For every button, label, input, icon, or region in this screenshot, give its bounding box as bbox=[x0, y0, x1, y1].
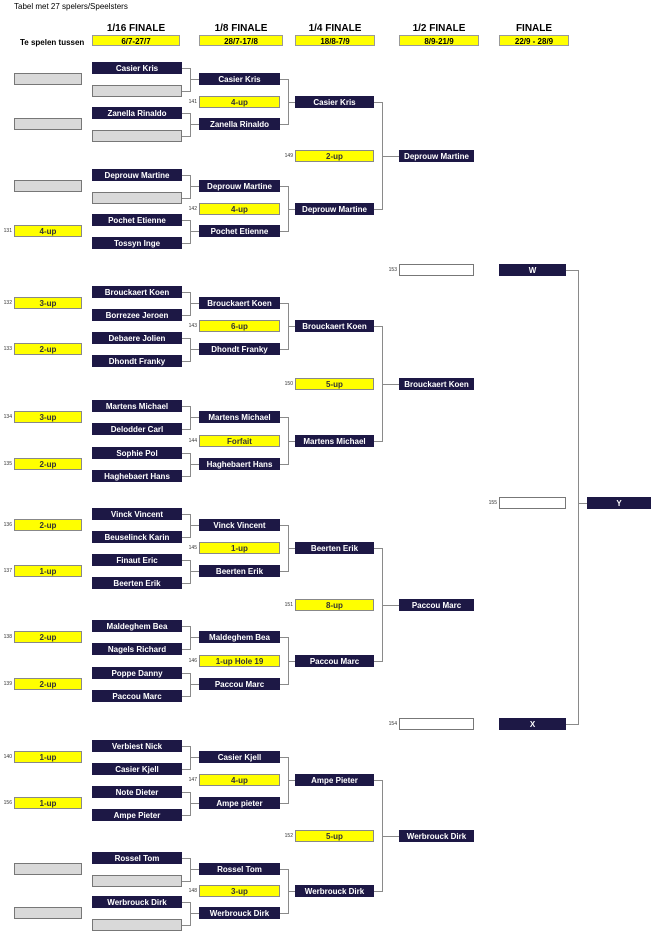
bracket-connector bbox=[190, 902, 191, 926]
empty-slot[interactable] bbox=[92, 130, 182, 142]
bracket-connector bbox=[566, 270, 578, 271]
empty-slot[interactable] bbox=[14, 118, 82, 130]
bracket-connector bbox=[288, 326, 295, 327]
player-slot[interactable]: Sophie Pol bbox=[92, 447, 182, 459]
bracket-connector bbox=[182, 476, 190, 477]
bracket-connector bbox=[190, 231, 199, 232]
score-box[interactable]: 2-up bbox=[14, 519, 82, 531]
player-slot[interactable]: Nagels Richard bbox=[92, 643, 182, 655]
bracket-connector bbox=[566, 724, 578, 725]
bracket-connector bbox=[280, 757, 288, 758]
bracket-connector bbox=[288, 441, 295, 442]
player-slot[interactable]: Deprouw Martine bbox=[399, 150, 474, 162]
bracket-connector bbox=[182, 220, 190, 221]
match-number: 133 bbox=[3, 346, 12, 352]
match-number: 131 bbox=[3, 228, 12, 234]
bracket-connector bbox=[578, 503, 587, 504]
bracket-connector bbox=[280, 79, 288, 80]
player-slot[interactable]: Casier Kris bbox=[199, 73, 280, 85]
round-dates: 28/7-17/8 bbox=[199, 35, 283, 46]
round-dates: 8/9-21/9 bbox=[399, 35, 479, 46]
bracket-connector bbox=[190, 560, 191, 584]
bracket-connector bbox=[288, 548, 295, 549]
round-dates: 6/7-27/7 bbox=[92, 35, 180, 46]
player-slot[interactable]: Deprouw Martine bbox=[295, 203, 374, 215]
bracket-connector bbox=[280, 571, 288, 572]
player-slot[interactable]: Werbrouck Dirk bbox=[399, 830, 474, 842]
match-number: 144 bbox=[188, 438, 197, 444]
bracket-connector bbox=[288, 891, 295, 892]
bracket-connector bbox=[182, 881, 190, 882]
bracket-connector bbox=[280, 869, 288, 870]
bracket-connector bbox=[190, 124, 199, 125]
player-slot[interactable]: Maldeghem Bea bbox=[92, 620, 182, 632]
player-slot[interactable]: Beuselinck Karin bbox=[92, 531, 182, 543]
match-number: 138 bbox=[3, 634, 12, 640]
bracket-connector bbox=[190, 113, 191, 137]
bracket-connector bbox=[382, 836, 399, 837]
player-slot[interactable]: Werbrouck Dirk bbox=[199, 907, 280, 919]
bracket-connector bbox=[280, 525, 288, 526]
score-box[interactable]: 6-up bbox=[199, 320, 280, 332]
empty-slot[interactable] bbox=[399, 718, 474, 730]
bracket-connector bbox=[190, 684, 199, 685]
player-slot[interactable]: Paccou Marc bbox=[399, 599, 474, 611]
bracket-connector bbox=[182, 626, 190, 627]
score-box[interactable]: 2-up bbox=[295, 150, 374, 162]
bracket-connector bbox=[280, 417, 288, 418]
score-box[interactable]: 8-up bbox=[295, 599, 374, 611]
bracket-connector bbox=[280, 637, 288, 638]
bracket-connector bbox=[182, 91, 190, 92]
bracket-connector bbox=[182, 902, 190, 903]
player-slot[interactable]: Zanella Rinaldo bbox=[199, 118, 280, 130]
bracket-connector bbox=[182, 175, 190, 176]
player-slot[interactable]: Haghebaert Hans bbox=[92, 470, 182, 482]
bracket-connector bbox=[182, 649, 190, 650]
bracket-connector bbox=[382, 605, 399, 606]
player-slot[interactable]: Beerten Erik bbox=[199, 565, 280, 577]
bracket-connector bbox=[182, 769, 190, 770]
player-slot[interactable]: Delodder Carl bbox=[92, 423, 182, 435]
bracket-connector bbox=[190, 220, 191, 244]
player-slot[interactable]: Vinck Vincent bbox=[92, 508, 182, 520]
player-slot[interactable]: Haghebaert Hans bbox=[199, 458, 280, 470]
score-box[interactable]: 1-up Hole 19 bbox=[199, 655, 280, 667]
match-number: 155 bbox=[488, 500, 497, 506]
player-slot[interactable]: W bbox=[499, 264, 566, 276]
match-number: 135 bbox=[3, 461, 12, 467]
match-number: 150 bbox=[284, 381, 293, 387]
te-spelen-label: Te spelen tussen bbox=[20, 38, 85, 47]
bracket-connector bbox=[182, 696, 190, 697]
bracket-connector bbox=[182, 792, 190, 793]
bracket-connector bbox=[280, 124, 288, 125]
bracket-connector bbox=[374, 441, 382, 442]
bracket-connector bbox=[182, 583, 190, 584]
bracket-connector bbox=[182, 406, 190, 407]
match-number: 156 bbox=[3, 800, 12, 806]
match-number: 148 bbox=[188, 888, 197, 894]
score-box[interactable]: 4-up bbox=[199, 774, 280, 786]
bracket-connector bbox=[288, 661, 295, 662]
bracket-connector bbox=[190, 464, 199, 465]
bracket-connector bbox=[382, 156, 399, 157]
player-slot[interactable]: Maldeghem Bea bbox=[199, 631, 280, 643]
bracket-connector bbox=[190, 303, 199, 304]
match-number: 136 bbox=[3, 522, 12, 528]
sheet-caption: Tabel met 27 spelers/Speelsters bbox=[14, 2, 128, 11]
bracket-connector bbox=[190, 571, 199, 572]
bracket-connector bbox=[182, 198, 190, 199]
bracket-connector bbox=[374, 548, 382, 549]
bracket-connector bbox=[182, 560, 190, 561]
bracket-connector bbox=[190, 292, 191, 316]
empty-slot[interactable] bbox=[499, 497, 566, 509]
round-title: FINALE bbox=[515, 23, 553, 34]
bracket-connector bbox=[280, 186, 288, 187]
bracket-connector bbox=[190, 338, 191, 362]
player-slot[interactable]: Paccou Marc bbox=[295, 655, 374, 667]
player-slot[interactable]: Casier Kjell bbox=[92, 763, 182, 775]
player-slot[interactable]: Dhondt Franky bbox=[92, 355, 182, 367]
score-box[interactable]: 4-up bbox=[199, 96, 280, 108]
bracket-connector bbox=[182, 292, 190, 293]
bracket-connector bbox=[190, 746, 191, 770]
bracket-connector bbox=[190, 186, 199, 187]
match-number: 149 bbox=[284, 153, 293, 159]
bracket-connector bbox=[280, 464, 288, 465]
score-box[interactable]: 2-up bbox=[14, 343, 82, 355]
score-box[interactable]: Forfait bbox=[199, 435, 280, 447]
score-box[interactable]: 3-up bbox=[14, 297, 82, 309]
player-slot[interactable]: Werbrouck Dirk bbox=[92, 896, 182, 908]
winner-slot[interactable]: Y bbox=[587, 497, 651, 509]
player-slot[interactable]: Pochet Etienne bbox=[199, 225, 280, 237]
player-slot[interactable]: X bbox=[499, 718, 566, 730]
round-title: 1/16 FINALE bbox=[106, 23, 166, 34]
player-slot[interactable]: Martens Michael bbox=[92, 400, 182, 412]
bracket-connector bbox=[288, 780, 295, 781]
player-slot[interactable]: Pochet Etienne bbox=[92, 214, 182, 226]
match-number: 147 bbox=[188, 777, 197, 783]
bracket-connector bbox=[182, 136, 190, 137]
bracket-connector bbox=[190, 453, 191, 477]
bracket-connector bbox=[374, 780, 382, 781]
player-slot[interactable]: Casier Kris bbox=[92, 62, 182, 74]
match-number: 140 bbox=[3, 754, 12, 760]
bracket-connector bbox=[182, 429, 190, 430]
player-slot[interactable]: Verbiest Nick bbox=[92, 740, 182, 752]
bracket-connector bbox=[280, 913, 288, 914]
score-box[interactable]: 5-up bbox=[295, 378, 374, 390]
empty-slot[interactable] bbox=[92, 875, 182, 887]
bracket-connector bbox=[280, 303, 288, 304]
player-slot[interactable]: Debaere Jolien bbox=[92, 332, 182, 344]
bracket-connector bbox=[374, 209, 382, 210]
bracket-connector bbox=[182, 315, 190, 316]
score-box[interactable]: 1-up bbox=[14, 565, 82, 577]
player-slot[interactable]: Rossel Tom bbox=[92, 852, 182, 864]
match-number: 151 bbox=[284, 602, 293, 608]
bracket-connector bbox=[374, 891, 382, 892]
player-slot[interactable]: Deprouw Martine bbox=[199, 180, 280, 192]
bracket-connector bbox=[182, 361, 190, 362]
bracket-connector bbox=[182, 243, 190, 244]
empty-slot[interactable] bbox=[92, 192, 182, 204]
score-box[interactable]: 3-up bbox=[14, 411, 82, 423]
empty-slot[interactable] bbox=[14, 863, 82, 875]
bracket-connector bbox=[190, 514, 191, 538]
player-slot[interactable]: Ampe Pieter bbox=[92, 809, 182, 821]
match-number: 134 bbox=[3, 414, 12, 420]
bracket-connector bbox=[182, 338, 190, 339]
player-slot[interactable]: Beerten Erik bbox=[295, 542, 374, 554]
bracket-connector bbox=[182, 68, 190, 69]
empty-slot[interactable] bbox=[14, 907, 82, 919]
round-title: 1/8 FINALE bbox=[214, 23, 268, 34]
bracket-connector bbox=[190, 626, 191, 650]
bracket-connector bbox=[182, 453, 190, 454]
score-box[interactable]: 4-up bbox=[199, 203, 280, 215]
player-slot[interactable]: Ampe pieter bbox=[199, 797, 280, 809]
bracket-connector bbox=[190, 79, 199, 80]
match-number: 137 bbox=[3, 568, 12, 574]
player-slot[interactable]: Martens Michael bbox=[199, 411, 280, 423]
bracket-connector bbox=[182, 815, 190, 816]
bracket-connector bbox=[288, 209, 295, 210]
bracket-connector bbox=[190, 792, 191, 816]
player-slot[interactable]: Note Dieter bbox=[92, 786, 182, 798]
match-number: 153 bbox=[388, 267, 397, 273]
score-box[interactable]: 2-up bbox=[14, 458, 82, 470]
bracket-connector bbox=[190, 757, 199, 758]
bracket-connector bbox=[190, 417, 199, 418]
bracket-connector bbox=[190, 525, 199, 526]
player-slot[interactable]: Rossel Tom bbox=[199, 863, 280, 875]
player-slot[interactable]: Beerten Erik bbox=[92, 577, 182, 589]
match-number: 132 bbox=[3, 300, 12, 306]
round-dates: 18/8-7/9 bbox=[295, 35, 375, 46]
round-dates: 22/9 - 28/9 bbox=[499, 35, 569, 46]
score-box[interactable]: 5-up bbox=[295, 830, 374, 842]
score-box[interactable]: 4-up bbox=[14, 225, 82, 237]
player-slot[interactable]: Deprouw Martine bbox=[92, 169, 182, 181]
match-number: 142 bbox=[188, 206, 197, 212]
empty-slot[interactable] bbox=[92, 85, 182, 97]
player-slot[interactable]: Casier Kris bbox=[295, 96, 374, 108]
player-slot[interactable]: Dhondt Franky bbox=[199, 343, 280, 355]
empty-slot[interactable] bbox=[14, 73, 82, 85]
bracket-connector bbox=[288, 102, 295, 103]
player-slot[interactable]: Brouckaert Koen bbox=[199, 297, 280, 309]
bracket-connector bbox=[190, 673, 191, 697]
bracket-connector bbox=[182, 858, 190, 859]
bracket-connector bbox=[190, 858, 191, 882]
match-number: 139 bbox=[3, 681, 12, 687]
bracket-connector bbox=[374, 326, 382, 327]
bracket-connector bbox=[190, 869, 199, 870]
bracket-connector bbox=[374, 661, 382, 662]
player-slot[interactable]: Vinck Vincent bbox=[199, 519, 280, 531]
bracket-connector bbox=[182, 925, 190, 926]
bracket-connector bbox=[190, 175, 191, 199]
player-slot[interactable]: Werbrouck Dirk bbox=[295, 885, 374, 897]
bracket-connector bbox=[182, 673, 190, 674]
player-slot[interactable]: Paccou Marc bbox=[199, 678, 280, 690]
match-number: 145 bbox=[188, 545, 197, 551]
bracket-connector bbox=[280, 684, 288, 685]
player-slot[interactable]: Paccou Marc bbox=[92, 690, 182, 702]
player-slot[interactable]: Poppe Danny bbox=[92, 667, 182, 679]
player-slot[interactable]: Martens Michael bbox=[295, 435, 374, 447]
bracket-connector bbox=[190, 68, 191, 92]
score-box[interactable]: 2-up bbox=[14, 678, 82, 690]
player-slot[interactable]: Tossyn Inge bbox=[92, 237, 182, 249]
bracket-connector bbox=[182, 113, 190, 114]
match-number: 143 bbox=[188, 323, 197, 329]
player-slot[interactable]: Finaut Eric bbox=[92, 554, 182, 566]
bracket-connector bbox=[190, 637, 199, 638]
round-title: 1/2 FINALE bbox=[412, 23, 466, 34]
empty-slot[interactable] bbox=[92, 919, 182, 931]
player-slot[interactable]: Brouckaert Koen bbox=[295, 320, 374, 332]
score-box[interactable]: 3-up bbox=[199, 885, 280, 897]
player-slot[interactable]: Borrezee Jeroen bbox=[92, 309, 182, 321]
match-number: 152 bbox=[284, 833, 293, 839]
score-box[interactable]: 1-up bbox=[14, 797, 82, 809]
bracket-connector bbox=[374, 102, 382, 103]
match-number: 141 bbox=[188, 99, 197, 105]
match-number: 154 bbox=[388, 721, 397, 727]
bracket-connector bbox=[182, 514, 190, 515]
bracket-connector bbox=[190, 803, 199, 804]
player-slot[interactable]: Ampe Pieter bbox=[295, 774, 374, 786]
player-slot[interactable]: Brouckaert Koen bbox=[399, 378, 474, 390]
player-slot[interactable]: Zanella Rinaldo bbox=[92, 107, 182, 119]
score-box[interactable]: 1-up bbox=[199, 542, 280, 554]
bracket-connector bbox=[182, 746, 190, 747]
score-box[interactable]: 1-up bbox=[14, 751, 82, 763]
score-box[interactable]: 2-up bbox=[14, 631, 82, 643]
round-title: 1/4 FINALE bbox=[308, 23, 362, 34]
bracket-connector bbox=[578, 270, 579, 725]
empty-slot[interactable] bbox=[14, 180, 82, 192]
player-slot[interactable]: Brouckaert Koen bbox=[92, 286, 182, 298]
bracket-connector bbox=[280, 803, 288, 804]
bracket-connector bbox=[280, 231, 288, 232]
bracket-connector bbox=[280, 349, 288, 350]
player-slot[interactable]: Casier Kjell bbox=[199, 751, 280, 763]
empty-slot[interactable] bbox=[399, 264, 474, 276]
match-number: 146 bbox=[188, 658, 197, 664]
bracket-connector bbox=[190, 349, 199, 350]
bracket-connector bbox=[382, 384, 399, 385]
bracket-connector bbox=[182, 537, 190, 538]
bracket-connector bbox=[190, 913, 199, 914]
bracket-connector bbox=[190, 406, 191, 430]
